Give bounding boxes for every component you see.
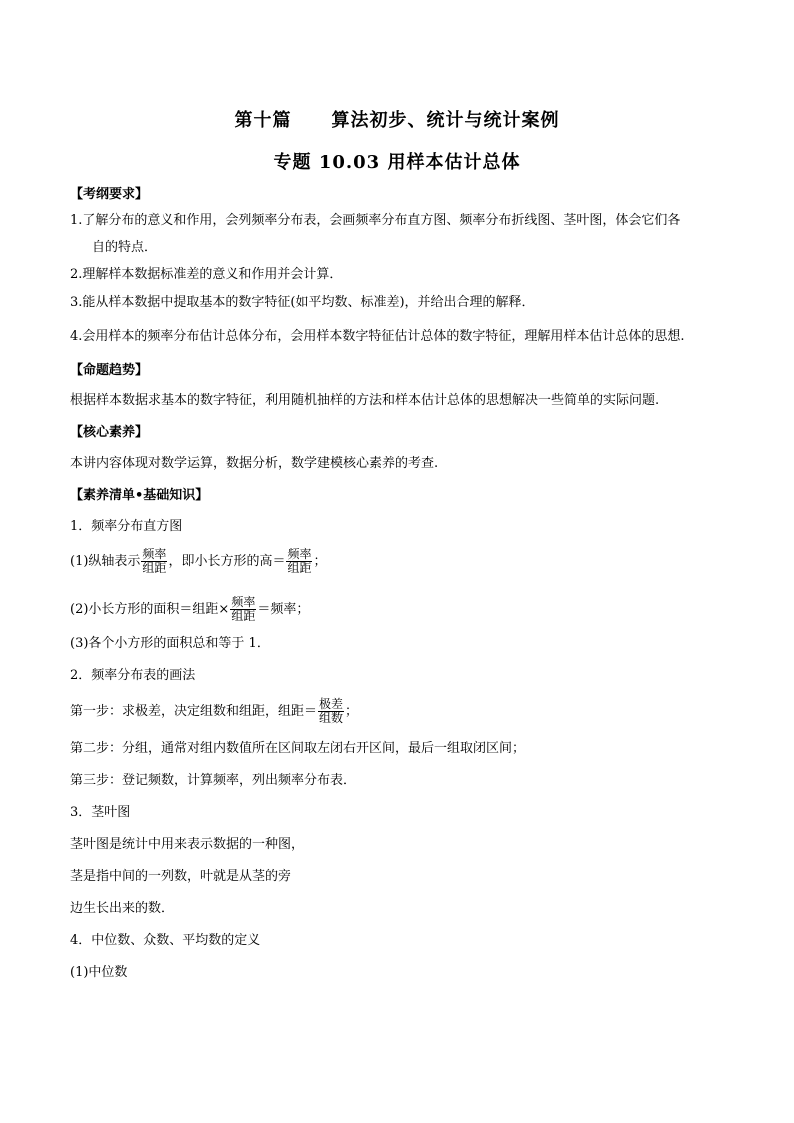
text-segment: ＝频率；	[257, 602, 310, 617]
trend-text: 根据样本数据求基本的数字特征，利用随机抽样的方法和样本估计总体的思想解决一些简单的实际问题.	[70, 393, 660, 408]
core-heading: 【核心素养】	[70, 425, 149, 440]
fraction-denominator: 组数	[319, 711, 344, 725]
knowledge-1-line-1	[70, 548, 326, 575]
fraction-numerator: 极差	[319, 697, 344, 711]
trend-heading: 【命题趋势】	[70, 363, 149, 378]
fraction-range-per-groups	[318, 698, 344, 725]
knowledge-3-title: 3．茎叶图	[70, 805, 131, 820]
syllabus-item-3: 3.能从样本数据中提取基本的数字特征(如平均数、标准差)，并给出合理的解释．	[70, 295, 535, 310]
fraction-denominator: 组距	[231, 609, 256, 623]
syllabus-item-4: 4.会用样本的频率分布估计总体分布，会用样本数字特征估计总体的数字特征，理解用样本估计总体的思想.	[70, 329, 685, 344]
fraction-frequency-per-width	[286, 548, 312, 575]
text-segment: ；	[345, 704, 359, 719]
knowledge-2-title: 2．频率分布表的画法	[70, 668, 196, 683]
knowledge-3-line-3: 边生长出来的数．	[70, 901, 175, 916]
fraction-numerator: 频率	[231, 595, 256, 609]
chapter-title	[0, 106, 794, 132]
fraction-denominator: 组距	[287, 561, 312, 575]
chapter-label: 第十篇	[234, 110, 292, 131]
fraction-numerator: 频率	[287, 547, 312, 561]
topic-title: 专题 10.03 用样本估计总体	[273, 152, 521, 173]
knowledge-2-step-1	[70, 698, 358, 725]
knowledge-3-line-2: 茎是指中间的一列数，叶就是从茎的旁	[70, 869, 292, 884]
fraction-denominator: 组距	[142, 561, 167, 575]
knowledge-4-line-1: (1)中位数	[70, 965, 128, 980]
core-text: 本讲内容体现对数学运算，数据分析，数学建模核心素养的考查.	[70, 456, 439, 471]
text-segment: (1)纵轴表示	[70, 554, 141, 569]
knowledge-3-line-1: 茎叶图是统计中用来表示数据的一种图，	[70, 837, 305, 852]
basics-heading: 【素养清单•基础知识】	[70, 488, 209, 503]
knowledge-4-title: 4．中位数、众数、平均数的定义	[70, 933, 261, 948]
knowledge-2-step-3: 第三步：登记频数，计算频率，列出频率分布表．	[70, 773, 357, 788]
text-segment: (2)小长方形的面积＝组距×	[70, 602, 230, 617]
text-segment: ，即小长方形的高＝	[168, 554, 286, 569]
chapter-name: 算法初步、统计与统计案例	[331, 110, 560, 131]
syllabus-item-2: 2.理解样本数据标准差的意义和作用并会计算．	[70, 267, 343, 282]
syllabus-heading: 【考纲要求】	[70, 187, 149, 202]
text-segment: 第一步：求极差，决定组数和组距，组距＝	[70, 704, 318, 719]
knowledge-2-step-2: 第二步：分组，通常对组内数值所在区间取左闭右开区间，最后一组取闭区间；	[70, 741, 526, 756]
text-segment: ；	[313, 554, 327, 569]
fraction-frequency-per-width	[230, 596, 256, 623]
knowledge-1-title: 1．频率分布直方图	[70, 519, 183, 534]
fraction-frequency-per-width	[141, 548, 167, 575]
knowledge-1-line-3: (3)各个小方形的面积总和等于 1．	[70, 636, 270, 651]
syllabus-item-1-cont: 自的特点．	[92, 240, 158, 255]
fraction-numerator: 频率	[142, 547, 167, 561]
syllabus-item-1: 1.了解分布的意义和作用，会列频率分布表，会画频率分布直方图、频率分布折线图、茎叶图，体会它们各	[70, 213, 681, 228]
knowledge-1-line-2	[70, 596, 309, 623]
